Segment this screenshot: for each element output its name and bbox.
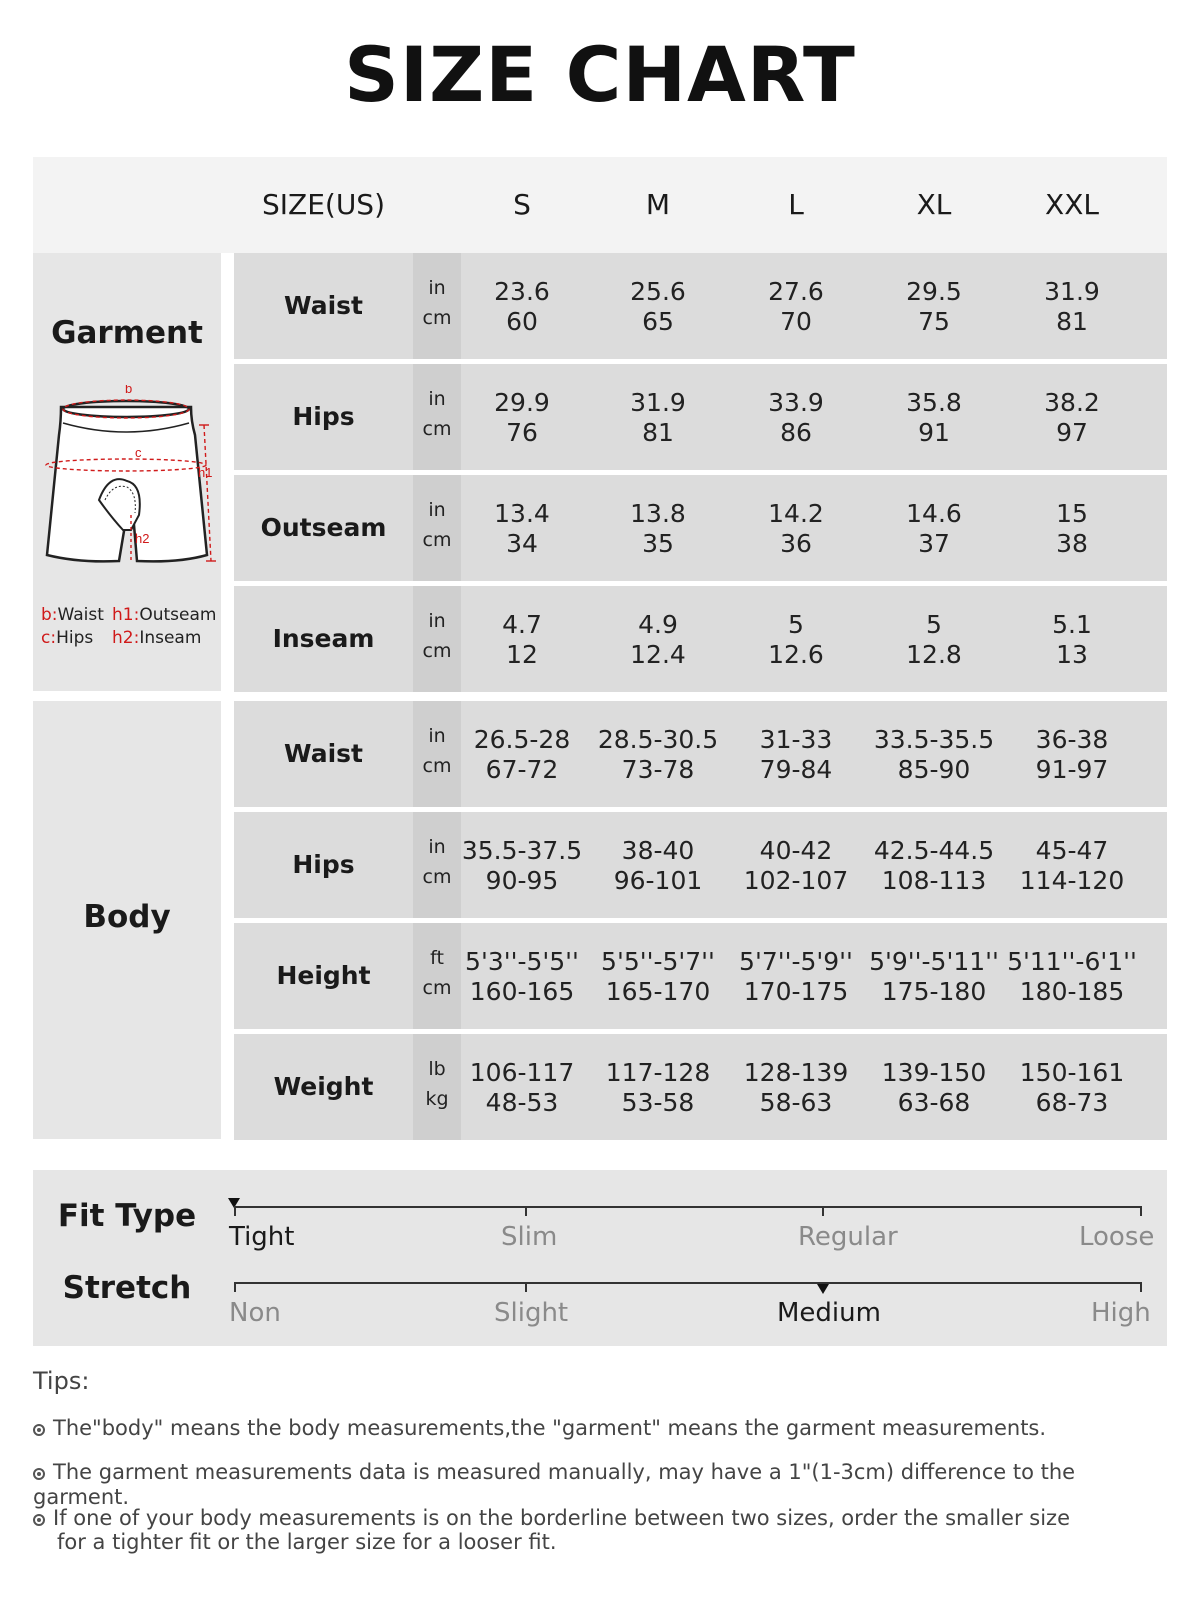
table-row [234, 586, 1167, 692]
tip-item [33, 1460, 1173, 1510]
cell-value: 33.5-35.5 [873, 725, 995, 754]
cell-value: 45-47 [1035, 836, 1109, 865]
legend-h1-key: h1: [112, 605, 140, 625]
cell-value: 31-33 [759, 725, 833, 754]
cell-value: 60 [506, 307, 538, 336]
cell-value: 25.6 [630, 277, 686, 306]
table-row [234, 1034, 1167, 1140]
row-label: Waist [284, 739, 363, 768]
unit-primary: lb [428, 1058, 446, 1080]
unit-primary: in [428, 836, 446, 858]
cell-value: 117-128 [605, 1058, 711, 1087]
cell-value: 29.9 [494, 388, 550, 417]
cell-value: 4.7 [502, 610, 542, 639]
tick [234, 1207, 236, 1216]
cell-value: 42.5-44.5 [873, 836, 995, 865]
unit-primary: in [428, 610, 446, 632]
row-label: Height [276, 961, 371, 990]
tip-text: The garment measurements data is measured manually, may have a 1"(1-3cm) difference to the garment. [33, 1460, 1076, 1509]
legend-h2-key: h2: [112, 628, 140, 648]
unit-column [413, 701, 461, 807]
cell-value: 13 [1056, 640, 1088, 669]
table-row [234, 812, 1167, 918]
unit-primary: in [428, 388, 446, 410]
cell-value: 85-90 [897, 755, 971, 784]
cell-value: 102-107 [743, 866, 849, 895]
cell-value: 13.8 [630, 499, 686, 528]
cell-value: 5'3''-5'5'' [465, 947, 579, 976]
diagram-label-h2: h2 [135, 531, 150, 546]
cell-value: 12.8 [906, 640, 962, 669]
size-header-m: M [645, 188, 671, 221]
cell-value: 108-113 [881, 866, 987, 895]
cell-value: 90-95 [485, 866, 559, 895]
cell-value: 38-40 [621, 836, 695, 865]
table-row [234, 475, 1167, 581]
cell-value: 86 [780, 418, 812, 447]
cell-value: 36 [780, 529, 812, 558]
unit-secondary: cm [422, 640, 452, 662]
cell-value: 23.6 [494, 277, 550, 306]
legend-c [41, 628, 93, 648]
unit-column [413, 923, 461, 1029]
stretch-marker-icon [817, 1284, 829, 1294]
tick [234, 1283, 236, 1292]
cell-value: 68-73 [1035, 1088, 1109, 1117]
unit-column [413, 475, 461, 581]
row-label: Inseam [272, 624, 375, 653]
cell-value: 106-117 [469, 1058, 575, 1087]
unit-secondary: cm [422, 755, 452, 777]
cell-value: 97 [1056, 418, 1088, 447]
cell-value: 31.9 [1044, 277, 1100, 306]
cell-value: 175-180 [881, 977, 987, 1006]
cell-value: 91 [918, 418, 950, 447]
cell-value: 48-53 [485, 1088, 559, 1117]
fit-type-scale-line [234, 1206, 1142, 1208]
cell-value: 67-72 [485, 755, 559, 784]
tick [525, 1207, 527, 1216]
tip-item [33, 1506, 1173, 1531]
cell-value: 73-78 [621, 755, 695, 784]
row-label: Hips [292, 850, 355, 879]
size-us-header: SIZE(US) [261, 188, 386, 221]
unit-primary: ft [430, 947, 444, 969]
cell-value: 5'7''-5'9'' [739, 947, 853, 976]
cell-value: 12 [506, 640, 538, 669]
legend-h2-text: Inseam [139, 628, 202, 648]
unit-column [413, 253, 461, 359]
cell-value: 165-170 [605, 977, 711, 1006]
tip-text: The"body" means the body measurements,the "garment" means the garment measurements. [53, 1416, 1047, 1440]
cell-value: 14.2 [768, 499, 824, 528]
size-header-l: L [788, 188, 804, 221]
cell-value: 26.5-28 [473, 725, 571, 754]
garment-section-label: Garment [51, 315, 203, 351]
unit-column [413, 812, 461, 918]
cell-value: 35.8 [906, 388, 962, 417]
body-section-label: Body [83, 899, 171, 935]
stretch-option-slight: Slight [494, 1298, 569, 1328]
diagram-label-c: c [135, 445, 142, 460]
size-chart-table [33, 157, 1167, 1347]
cell-value: 76 [506, 418, 538, 447]
cell-value: 35.5-37.5 [461, 836, 583, 865]
cell-value: 65 [642, 307, 674, 336]
shorts-diagram [39, 385, 219, 585]
size-header-s: S [513, 188, 531, 221]
diagram-label-h1: h1 [198, 465, 213, 480]
legend-h1-text: Outseam [139, 605, 217, 625]
cell-value: 5.1 [1052, 610, 1092, 639]
cell-value: 139-150 [881, 1058, 987, 1087]
unit-secondary: cm [422, 977, 452, 999]
cell-value: 5'11''-6'1'' [1007, 947, 1137, 976]
unit-column [413, 1034, 461, 1140]
unit-secondary: cm [422, 307, 452, 329]
cell-value: 75 [918, 307, 950, 336]
legend-b-text: Waist [57, 605, 104, 625]
cell-value: 180-185 [1019, 977, 1125, 1006]
cell-value: 28.5-30.5 [597, 725, 719, 754]
cell-value: 53-58 [621, 1088, 695, 1117]
cell-value: 5 [926, 610, 942, 639]
diagram-label-b: b [125, 385, 133, 396]
unit-primary: in [428, 277, 446, 299]
bullet-icon [33, 1514, 45, 1526]
legend-c-key: c: [41, 628, 57, 648]
cell-value: 33.9 [768, 388, 824, 417]
tip-item [33, 1416, 1173, 1441]
fit-type-label: Fit Type [57, 1198, 197, 1234]
cell-value: 38 [1056, 529, 1088, 558]
cell-value: 35 [642, 529, 674, 558]
size-header-xxl: XXL [1045, 188, 1099, 221]
cell-value: 79-84 [759, 755, 833, 784]
cell-value: 58-63 [759, 1088, 833, 1117]
cell-value: 13.4 [494, 499, 550, 528]
bullet-icon [33, 1468, 45, 1480]
unit-secondary: cm [422, 418, 452, 440]
cell-value: 27.6 [768, 277, 824, 306]
fit-option-loose: Loose [1079, 1222, 1155, 1252]
bullet-icon [33, 1424, 45, 1436]
tips-title: Tips: [33, 1367, 90, 1395]
unit-secondary: cm [422, 866, 452, 888]
cell-value: 91-97 [1035, 755, 1109, 784]
fit-stretch-panel [33, 1170, 1167, 1346]
cell-value: 40-42 [759, 836, 833, 865]
row-label: Outseam [260, 513, 387, 542]
tick [822, 1207, 824, 1216]
tip-text: for a tighter fit or the larger size for a looser fit. [57, 1530, 557, 1554]
cell-value: 38.2 [1044, 388, 1100, 417]
stretch-option-high: High [1091, 1298, 1151, 1328]
cell-value: 14.6 [906, 499, 962, 528]
stretch-option-non: Non [229, 1298, 281, 1328]
cell-value: 160-165 [469, 977, 575, 1006]
cell-value: 81 [1056, 307, 1088, 336]
unit-primary: in [428, 725, 446, 747]
table-row [234, 364, 1167, 470]
cell-value: 81 [642, 418, 674, 447]
legend-b-key: b: [41, 605, 58, 625]
cell-value: 36-38 [1035, 725, 1109, 754]
legend-c-text: Hips [56, 628, 94, 648]
fit-option-regular: Regular [798, 1222, 898, 1252]
stretch-label: Stretch [62, 1270, 192, 1306]
cell-value: 150-161 [1019, 1058, 1125, 1087]
tip-text: If one of your body measurements is on the borderline between two sizes, order the smaller size [53, 1506, 1071, 1530]
legend-h1 [112, 605, 216, 625]
cell-value: 5'5''-5'7'' [601, 947, 715, 976]
row-label: Weight [273, 1072, 374, 1101]
tick [1140, 1207, 1142, 1216]
table-header-row [33, 157, 1167, 253]
table-row [234, 923, 1167, 1029]
cell-value: 31.9 [630, 388, 686, 417]
cell-value: 37 [918, 529, 950, 558]
size-header-xl: XL [916, 188, 952, 221]
cell-value: 5'9''-5'11'' [869, 947, 999, 976]
tick [1140, 1283, 1142, 1292]
cell-value: 4.9 [638, 610, 678, 639]
cell-value: 5 [788, 610, 804, 639]
cell-value: 12.6 [768, 640, 824, 669]
table-row [234, 701, 1167, 807]
cell-value: 70 [780, 307, 812, 336]
cell-value: 34 [506, 529, 538, 558]
table-row [234, 253, 1167, 359]
cell-value: 96-101 [613, 866, 703, 895]
legend-b [41, 605, 104, 625]
stretch-option-medium: Medium [777, 1298, 881, 1328]
fit-option-tight: Tight [229, 1222, 295, 1252]
cell-value: 170-175 [743, 977, 849, 1006]
cell-value: 128-139 [743, 1058, 849, 1087]
legend-h2 [112, 628, 201, 648]
cell-value: 12.4 [630, 640, 686, 669]
cell-value: 63-68 [897, 1088, 971, 1117]
cell-value: 15 [1056, 499, 1088, 528]
unit-primary: in [428, 499, 446, 521]
cell-value: 114-120 [1019, 866, 1125, 895]
unit-secondary: cm [422, 529, 452, 551]
cell-value: 29.5 [906, 277, 962, 306]
tip-item-continued [57, 1530, 1197, 1555]
page-title: SIZE CHART [344, 30, 856, 119]
unit-secondary: kg [425, 1088, 449, 1110]
row-label: Hips [292, 402, 355, 431]
tick [525, 1283, 527, 1292]
fit-option-slim: Slim [501, 1222, 558, 1252]
unit-column [413, 364, 461, 470]
row-label: Waist [284, 291, 363, 320]
unit-column [413, 586, 461, 692]
stretch-scale-line [234, 1282, 1142, 1284]
